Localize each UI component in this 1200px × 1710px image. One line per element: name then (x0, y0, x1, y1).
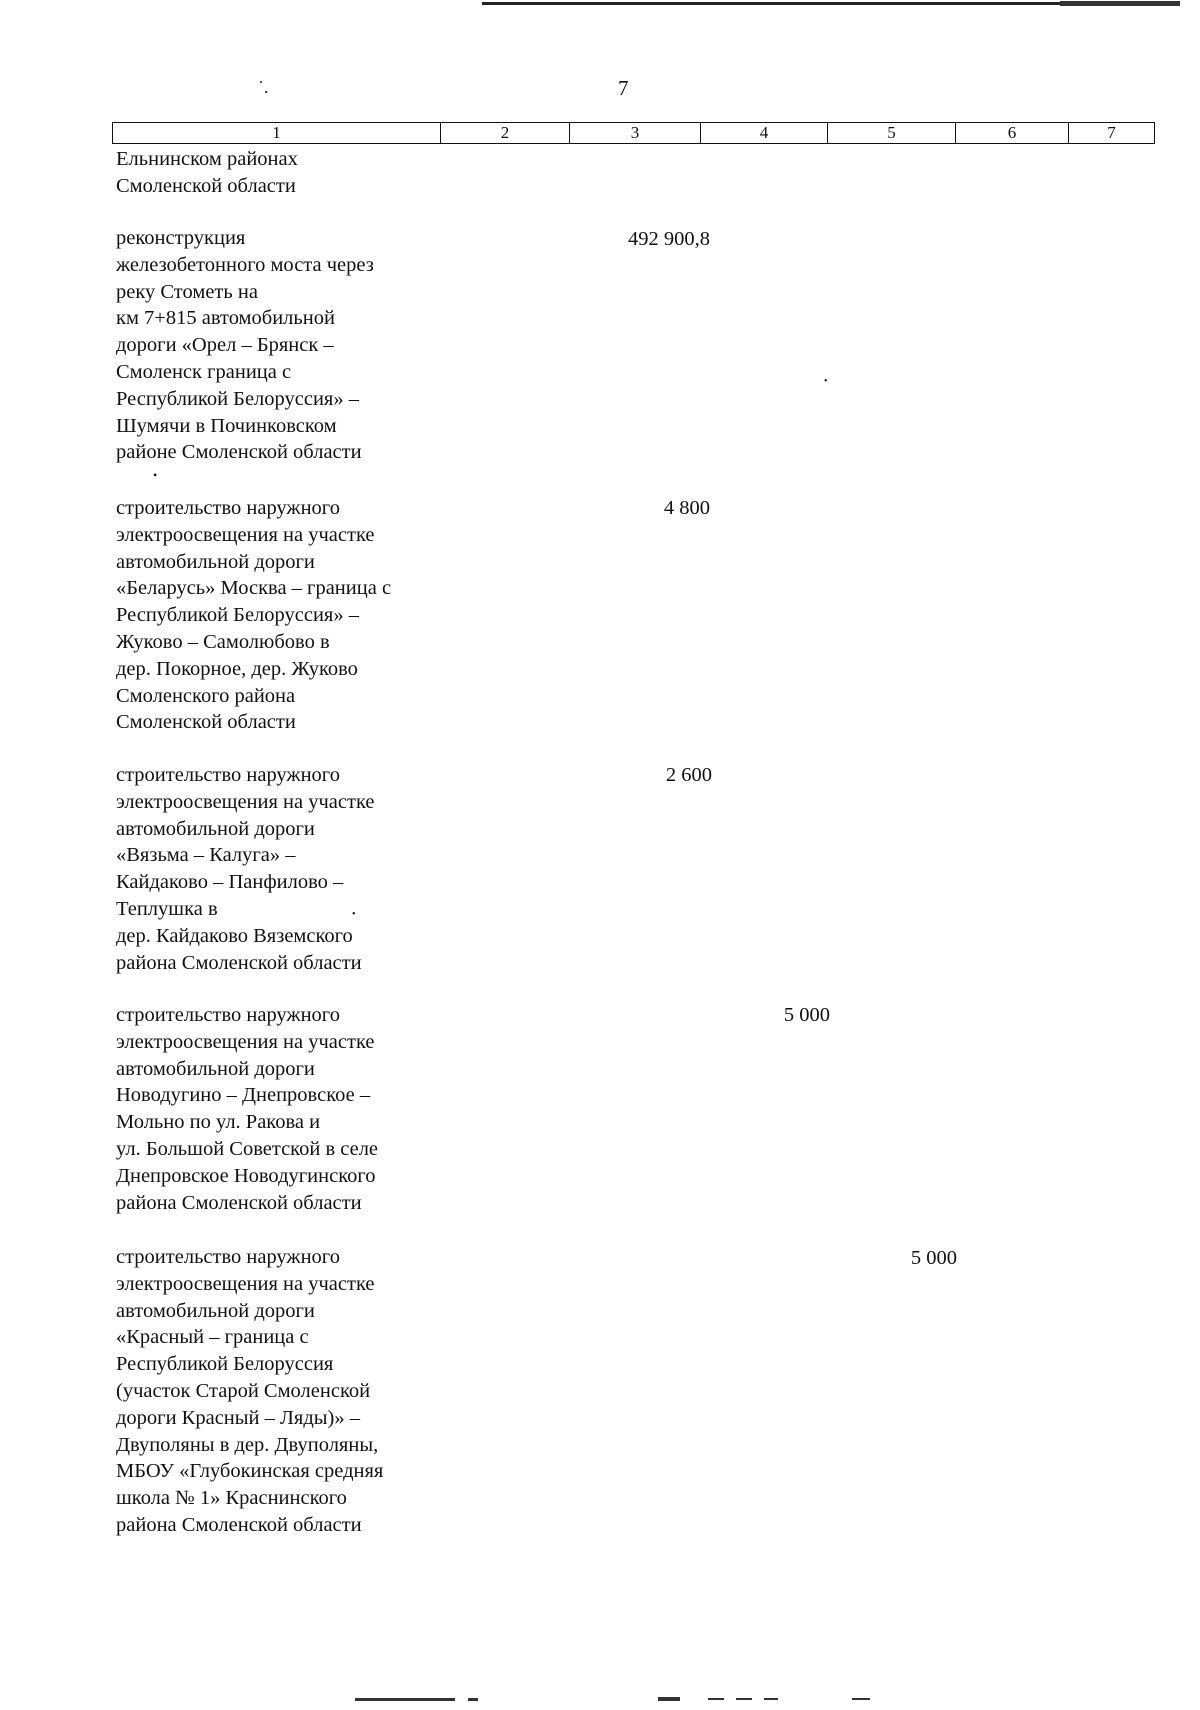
scan-edge-mark (764, 1698, 778, 1700)
scan-edge-mark (468, 1698, 478, 1701)
column-number-cell: 7 (1069, 123, 1155, 144)
scan-speck: • (352, 909, 356, 920)
row-description: реконструкция железобетонного моста через реку Стометь на км 7+815 автомобильной дороги «Орел – Брянск – Смоленск граница с Республикой Белоруссия» – Шумячи в Починковском районе Смоленской области (116, 227, 374, 464)
scan-speck: • (824, 376, 828, 387)
scan-edge-mark (658, 1697, 680, 1701)
row-description: Ельнинском районах Смоленской области (116, 148, 298, 197)
scan-edge-mark (736, 1698, 752, 1700)
row-amount: 4 800 (663, 497, 710, 519)
scan-edge-line (482, 2, 1180, 5)
column-number-cell: 3 (570, 123, 701, 144)
row-amount: 2 600 (665, 764, 712, 786)
scan-speck: ˙. (258, 77, 269, 97)
row-description: строительство наружного электроосвещения на участке автомобильной дороги «Вязьма – Калуга» – Кайдаково – Панфилово – Теплушка в дер. Кайдаково Вяземского района Смоленской области (116, 764, 375, 974)
row-description: строительство наружного электроосвещения на участке автомобильной дороги «Красный – граница с Республикой Белоруссия (участок Старой Смоленской дороги Красный – Ляды)» – Двуполяны в дер. Двуполяны, МБОУ «Глубокинская средняя школа № 1» Краснинского района Смоленской области (116, 1246, 384, 1536)
column-number-header (112, 122, 1155, 144)
column-number-cell: 6 (956, 123, 1069, 144)
row-amount: 5 000 (910, 1247, 957, 1269)
scan-edge-mark (708, 1698, 724, 1700)
row-description: строительство наружного электроосвещения на участке автомобильной дороги «Беларусь» Москва – граница с Республикой Белоруссия» – Жуково – Самолюбово в дер. Покорное, дер. Жуково Смоленского района Смоленской области (116, 497, 392, 734)
page-number: 7 (618, 76, 629, 100)
scan-speck: • (153, 468, 158, 482)
scan-edge-mark (355, 1698, 455, 1701)
row-description: строительство наружного электроосвещения на участке автомобильной дороги Новодугино – Днепровское – Мольно по ул. Ракова и ул. Большой Советской в селе Днепровское Новодугинского района Смоленской области (116, 1004, 379, 1214)
column-number-cell: 5 (828, 123, 956, 144)
scan-edge-mark (852, 1698, 870, 1700)
column-number-cell: 4 (701, 123, 828, 144)
column-number-cell: 1 (113, 123, 441, 144)
row-amount: 492 900,8 (628, 228, 710, 250)
row-amount: 5 000 (783, 1004, 830, 1026)
column-number-cell: 2 (441, 123, 570, 144)
